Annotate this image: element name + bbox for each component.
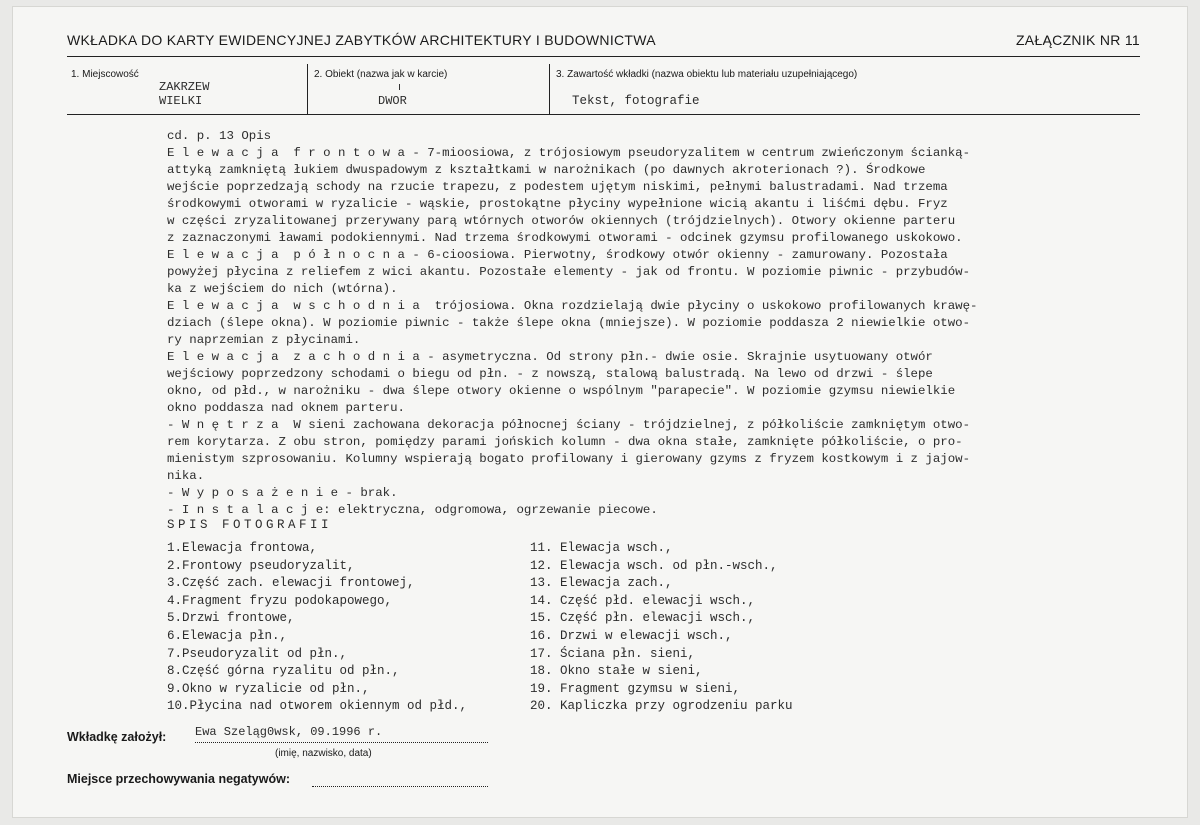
place-value-line1: ZAKRZEW bbox=[159, 80, 210, 94]
object-value: DWOR bbox=[378, 94, 407, 108]
description-line: z zaznaczonymi ławami podokiennymi. Nad trzema środkowymi otworami - odcinek gzymsu profilowanego uskokowo. bbox=[167, 231, 963, 245]
object-label: 2. Obiekt (nazwa jak w karcie) bbox=[314, 69, 448, 80]
description-line: dziach (ślepe okna). W poziomie piwnic - także ślepe okna (mniejsze). W poziomie poddasza 2 niewielkie otwo- bbox=[167, 316, 971, 330]
description-line: - W n ę t r z a W sieni zachowana dekoracja północnej ściany - trójdzielnej, z półkoliście zamkniętym otwo- bbox=[167, 418, 971, 432]
author-dotted-line bbox=[195, 742, 488, 743]
place-label: 1. Miejscowość bbox=[71, 69, 139, 80]
description-line: - W y p o s a ż e n i e - brak. bbox=[167, 486, 398, 500]
content-value: Tekst, fotografie bbox=[572, 94, 700, 108]
description-text bbox=[167, 128, 1067, 519]
description-line: E l e w a c j a w s c h o d n i a trójosiowa. Okna rozdzielają dwie płyciny o uskokowo profilowanych krawę- bbox=[167, 299, 978, 313]
photo-list-item: 19. Fragment gzymsu w sieni, bbox=[530, 681, 741, 696]
description-line: E l e w a c j a f r o n t o w a - 7-mioosiowa, z trójosiowym pseudoryzalitem w centrum zwieńczonym ścianką- bbox=[167, 146, 971, 160]
tick-mark bbox=[399, 84, 400, 90]
description-line: rem korytarza. Z obu stron, pomiędzy parami jońskich kolumn - dwa okna stałe, zamknięte półkoliście, o pro- bbox=[167, 435, 963, 449]
photo-list-item: 13. Elewacja zach., bbox=[530, 576, 673, 591]
description-line: powyżej płycina z reliefem z wici akantu. Pozostałe elementy - jak od frontu. W poziomie piwnic - przybudów- bbox=[167, 265, 971, 279]
description-line: wejściowy poprzedzony schodami o biegu od płn. - z nowszą, stalową balustradą. Na lewo od drzwi - ślepe bbox=[167, 367, 933, 381]
photo-list-item: 8.Część górna ryzalitu od płn., bbox=[167, 664, 400, 679]
content-label: 3. Zawartość wkładki (nazwa obiektu lub materiału uzupełniającego) bbox=[556, 69, 858, 80]
photo-list-item: 17. Ściana płn. sieni, bbox=[530, 646, 696, 661]
description-line: środkowymi otworami w ryzalicie - wąskie, prostokątne płyciny wypełnione wicią akantu i liśćmi dębu. Fryz bbox=[167, 197, 948, 211]
place-value bbox=[159, 80, 209, 108]
description-line: cd. p. 13 Opis bbox=[167, 129, 272, 143]
description-line: okno poddasza nad oknem parteru. bbox=[167, 401, 405, 415]
description-line: attyką zamkniętą łukiem dwuspadowym z kształtkami w narożnikach (po dawnych akroterionach ?). Środkowe bbox=[167, 163, 926, 177]
description-line: ry naprzemian z płycinami. bbox=[167, 333, 361, 347]
object-field[interactable] bbox=[307, 64, 548, 114]
photo-list-item: 16. Drzwi w elewacji wsch., bbox=[530, 628, 733, 643]
content-field[interactable] bbox=[549, 64, 1140, 114]
photo-list-item: 1.Elewacja frontowa, bbox=[167, 541, 318, 555]
photo-list-item: 20. Kapliczka przy ogrodzeniu parku bbox=[530, 699, 793, 714]
annex-number: ZAŁĄCZNIK NR 11 bbox=[1015, 32, 1140, 48]
description-line: w części zryzalitowanej przerywany parą wtórnych otworów okiennych (trójdzielnych). Otwory okienne parteru bbox=[167, 214, 956, 228]
photo-list-item: 9.Okno w ryzalicie od płn., bbox=[167, 681, 370, 696]
photo-list-item: 3.Część zach. elewacji frontowej, bbox=[167, 576, 415, 591]
photo-list-item: 14. Część płd. elewacji wsch., bbox=[530, 593, 756, 608]
photo-list-item: 2.Frontowy pseudoryzalit, bbox=[167, 558, 355, 573]
photo-list-item: 5.Drzwi frontowe, bbox=[167, 611, 295, 626]
photo-list-column-2 bbox=[530, 540, 793, 716]
photo-list-item: 11. Elewacja wsch., bbox=[530, 541, 673, 555]
description-line: mienistym szprosowaniu. Kolumny wspierają bogato profilowany i gierowany gzyms z fryzem kostkowym i z jajow- bbox=[167, 452, 971, 466]
photo-list-title: SPIS FOTOGRAFII bbox=[167, 518, 333, 532]
description-line: wejście poprzedzają schody na rzucie trapezu, z podestem ujętym niskimi, pełnymi balustradami. Nad trzema bbox=[167, 180, 948, 194]
place-field[interactable] bbox=[67, 64, 305, 114]
card-header bbox=[67, 26, 1140, 57]
place-value-line2: WIELKI bbox=[159, 94, 203, 108]
description-line: ka z wejściem do nich (wtórna). bbox=[167, 282, 398, 296]
photo-list-item: 15. Część płn. elewacji wsch., bbox=[530, 611, 756, 626]
photo-list-item: 12. Elewacja wsch. od płn.-wsch., bbox=[530, 558, 778, 573]
card-title: WKŁADKA DO KARTY EWIDENCYJNEJ ZABYTKÓW ARCHITEKTURY I BUDOWNICTWA bbox=[67, 32, 656, 48]
negatives-label: Miejsce przechowywania negatywów: bbox=[67, 772, 290, 786]
photo-list-item: 7.Pseudoryzalit od płn., bbox=[167, 646, 348, 661]
photo-list-column-1 bbox=[167, 540, 467, 716]
header-fields bbox=[67, 64, 1140, 115]
photo-list-item: 10.Płycina nad otworem okiennym od płd., bbox=[167, 699, 468, 714]
description-line: E l e w a c j a p ó ł n o c n a - 6-cioosiowa. Pierwotny, środkowy otwór okienny - zamurowany. Pozostała bbox=[167, 248, 948, 262]
author-label: Wkładkę założył: bbox=[67, 730, 167, 744]
photo-list-item: 18. Okno stałe w sieni, bbox=[530, 664, 703, 679]
author-value: Ewa Szeląg0wsk, 09.1996 r. bbox=[195, 725, 383, 739]
photo-list-item: 4.Fragment fryzu podokapowego, bbox=[167, 593, 393, 608]
description-line: okno, od płd., w narożniku - dwa ślepe otwory okienne o wspólnym "parapecie". W poziomie gzymsu niewielkie bbox=[167, 384, 956, 398]
negatives-dotted-line[interactable] bbox=[312, 786, 488, 787]
photo-list-item: 6.Elewacja płn., bbox=[167, 628, 288, 643]
description-line: E l e w a c j a z a c h o d n i a - asymetryczna. Od strony płn.- dwie osie. Skrajnie usytuowany otwór bbox=[167, 350, 933, 364]
description-line: - I n s t a l a c j e: elektryczna, odgromowa, ogrzewanie piecowe. bbox=[167, 503, 658, 517]
record-card bbox=[12, 6, 1188, 818]
description-line: nika. bbox=[167, 469, 205, 483]
author-caption: (imię, nazwisko, data) bbox=[275, 748, 372, 759]
